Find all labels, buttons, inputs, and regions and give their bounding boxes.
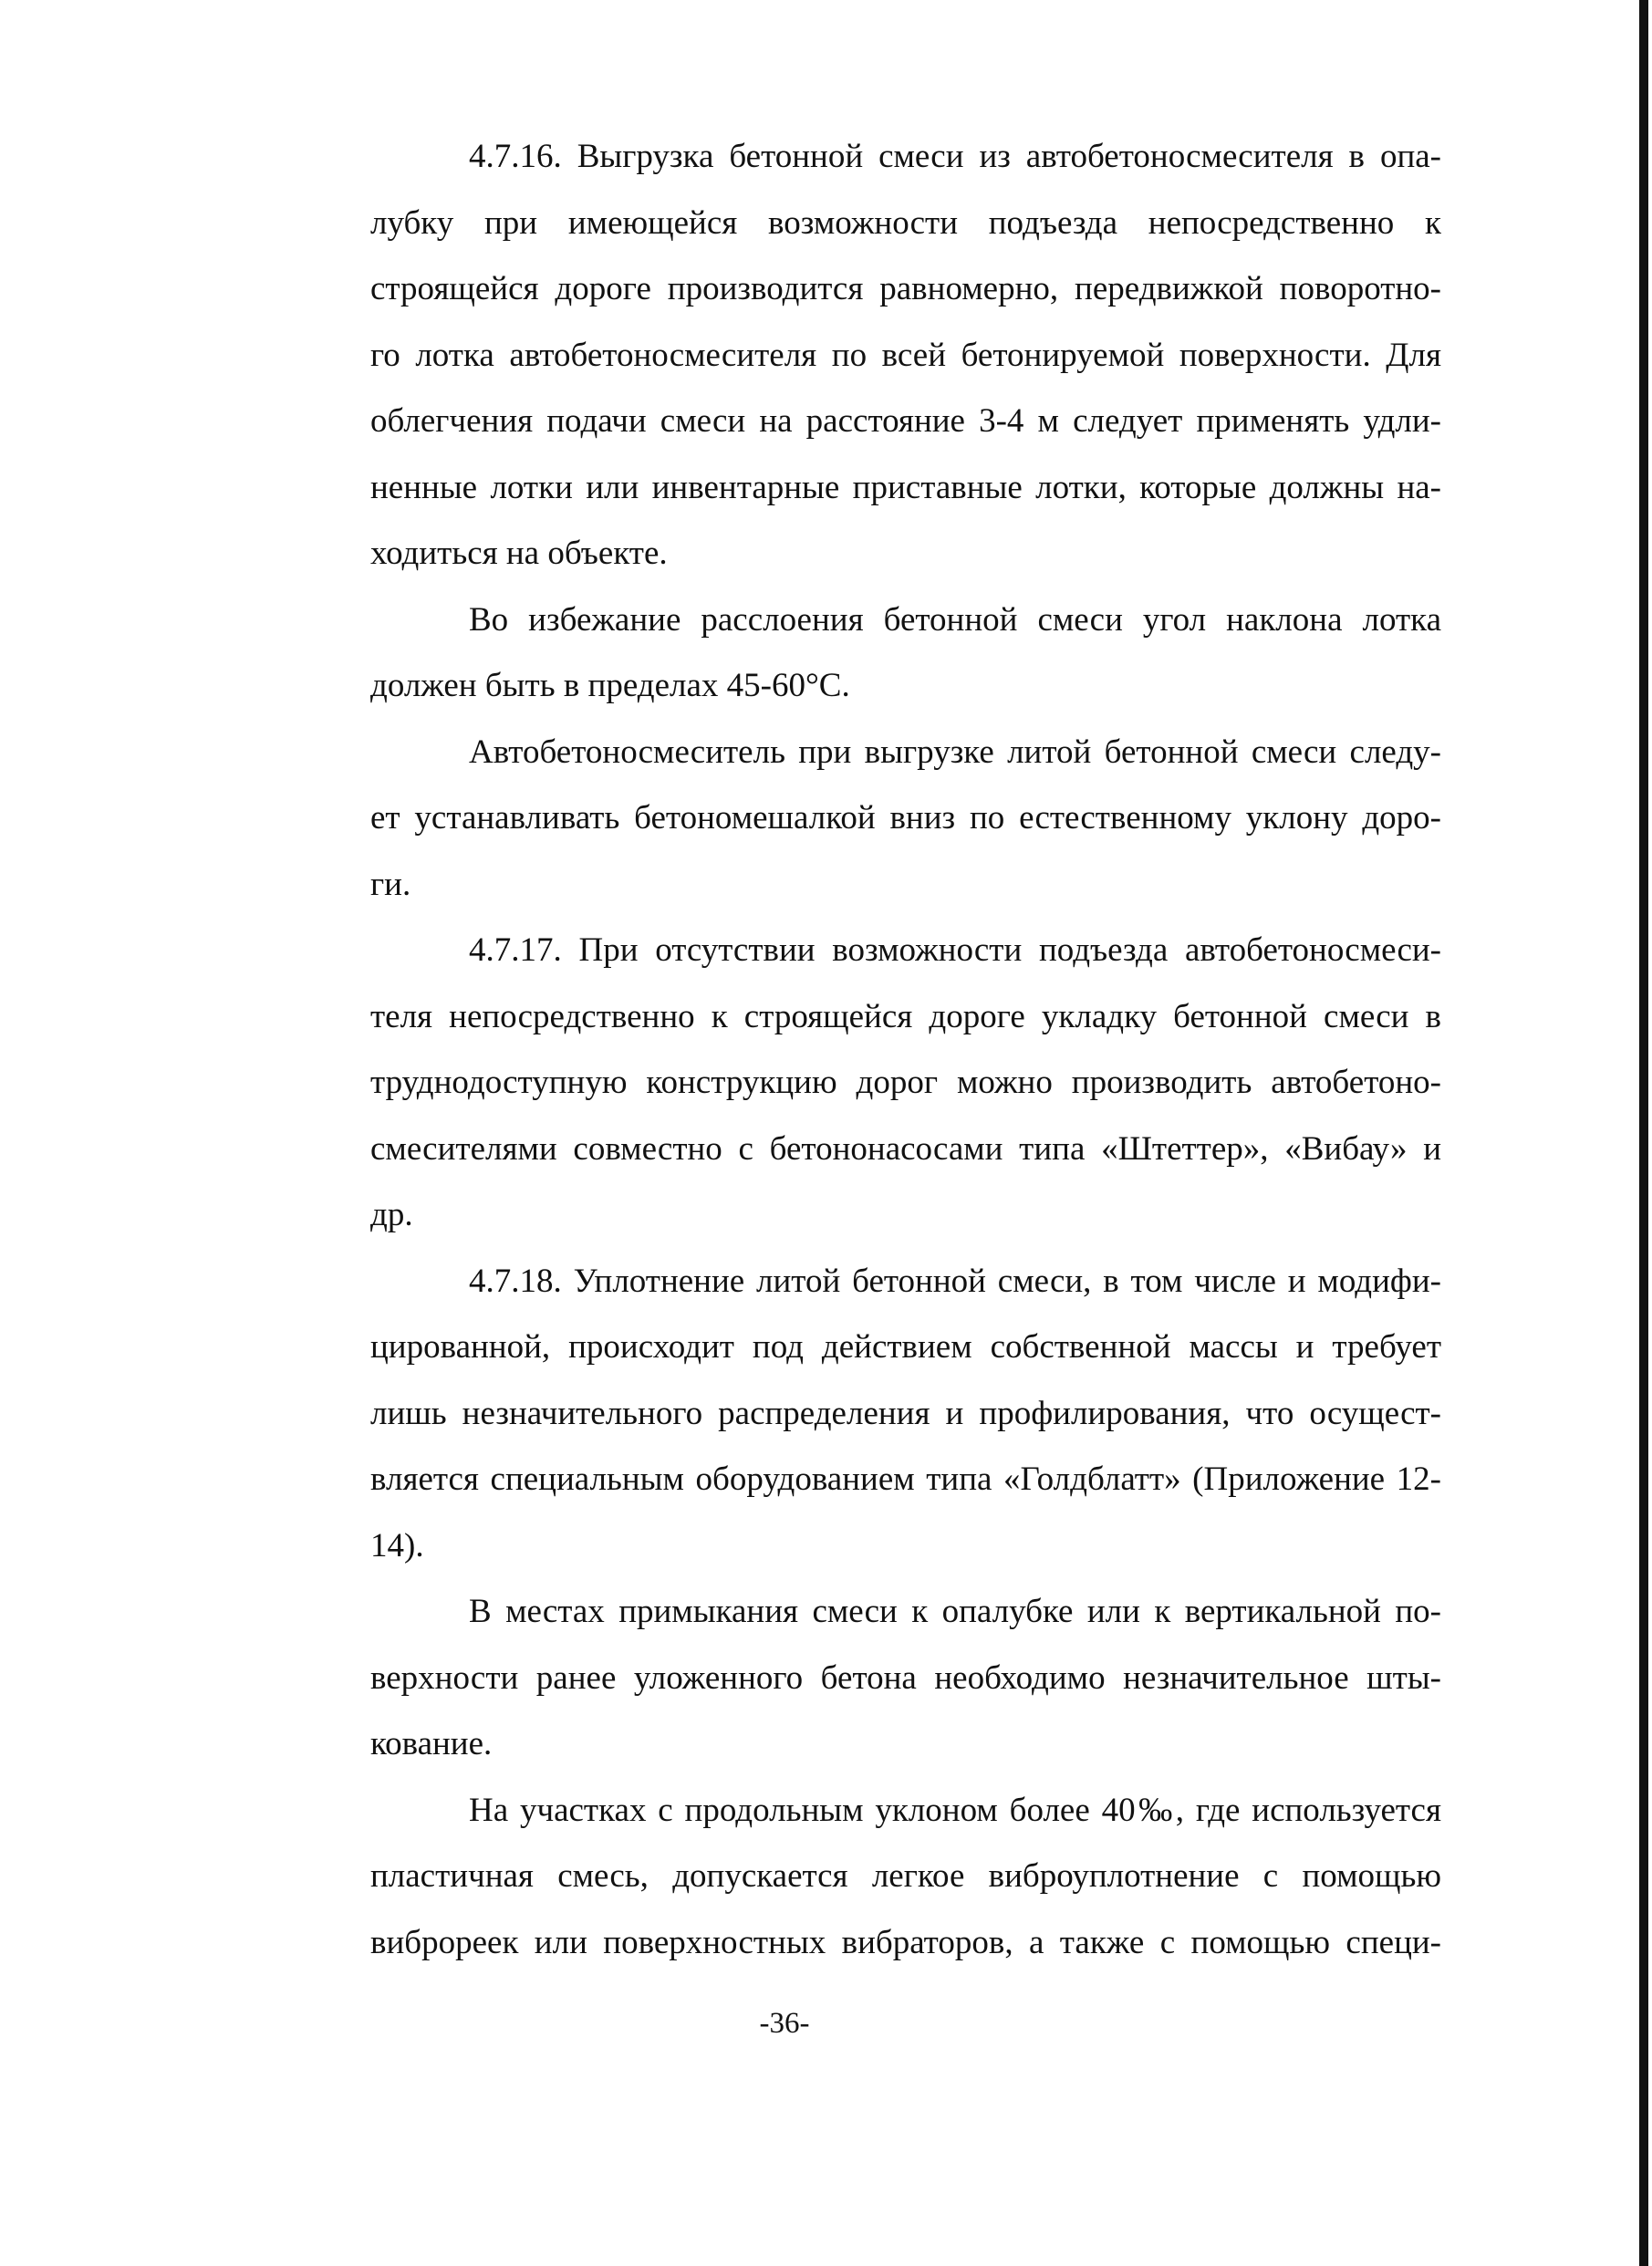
text-line: верхности ранее уложенного бетона необходимо незначительное шты- bbox=[370, 1658, 1441, 1697]
text-line: го лотка автобетоносмесителя по всей бетонируемой поверхности. Для bbox=[370, 336, 1441, 374]
text-line: виброреек или поверхностных вибраторов, а также с помощью специ- bbox=[370, 1923, 1441, 1961]
text-line: др. bbox=[370, 1196, 413, 1233]
text-line: 4.7.18. Уплотнение литой бетонной смеси, в том числе и модифи- bbox=[469, 1262, 1441, 1300]
text-line: ги. bbox=[370, 865, 411, 903]
scan-edge-border bbox=[1639, 0, 1648, 2266]
text-line: ненные лотки или инвентарные приставные лотки, которые должны на- bbox=[370, 468, 1441, 506]
text-line: ходиться на объекте. bbox=[370, 535, 668, 572]
text-line: лубку при имеющейся возможности подъезда непосредственно к bbox=[370, 203, 1441, 242]
text-line: Автобетоносмеситель при выгрузке литой бетонной смеси следу- bbox=[469, 733, 1441, 771]
text-line: теля непосредственно к строящейся дороге укладку бетонной смеси в bbox=[370, 997, 1441, 1035]
text-line: В местах примыкания смеси к опалубке или к вертикальной по- bbox=[469, 1593, 1441, 1630]
text-line: смесителями совместно с бетононасосами типа «Штеттер», «Вибау» и bbox=[370, 1129, 1441, 1168]
text-line: лишь незначительного распределения и профилирования, что осущест- bbox=[370, 1394, 1441, 1432]
text-line: ет устанавливать бетономешалкой вниз по естественному уклону доро- bbox=[370, 799, 1441, 837]
text-line: На участках с продольным уклоном более 40‰, где используется bbox=[469, 1791, 1441, 1829]
paragraph-mixer-position bbox=[272, 720, 1441, 919]
text-line: пластичная смесь, допускается легкое виброуплотнение с помощью bbox=[370, 1857, 1441, 1895]
page-number: -36- bbox=[759, 2007, 810, 2040]
paragraph-formwork bbox=[272, 1579, 1441, 1778]
paragraph-4-7-16 bbox=[272, 124, 1441, 587]
paragraph-4-7-18 bbox=[272, 1249, 1441, 1580]
text-line: 14). bbox=[370, 1526, 424, 1564]
text-line: труднодоступную конструкцию дорог можно производить автобетоно- bbox=[370, 1064, 1441, 1101]
text-line: кование. bbox=[370, 1725, 493, 1762]
text-line: 4.7.16. Выгрузка бетонной смеси из автобетоносмесителя в опа- bbox=[469, 138, 1441, 175]
text-line: 4.7.17. При отсутствии возможности подъезда автобетоносмеси- bbox=[469, 931, 1441, 969]
text-line: вляется специальным оборудованием типа «Голдблатт» (Приложение 12- bbox=[370, 1460, 1441, 1498]
text-line: облегчения подачи смеси на расстояние 3-4 м следует применять удли- bbox=[370, 402, 1441, 440]
text-line: строящейся дороге производится равномерно, передвижкой поворотно- bbox=[370, 270, 1441, 307]
text-line: Во избежание расслоения бетонной смеси угол наклона лотка bbox=[469, 600, 1441, 639]
paragraph-slope bbox=[272, 1778, 1441, 1977]
paragraph-4-7-17 bbox=[272, 918, 1441, 1249]
body-text bbox=[272, 124, 1441, 1976]
text-line: цированной, происходит под действием собственной массы и требует bbox=[370, 1328, 1441, 1366]
text-line: должен быть в пределах 45-60°С. bbox=[370, 667, 850, 704]
paragraph-angle bbox=[272, 587, 1441, 720]
